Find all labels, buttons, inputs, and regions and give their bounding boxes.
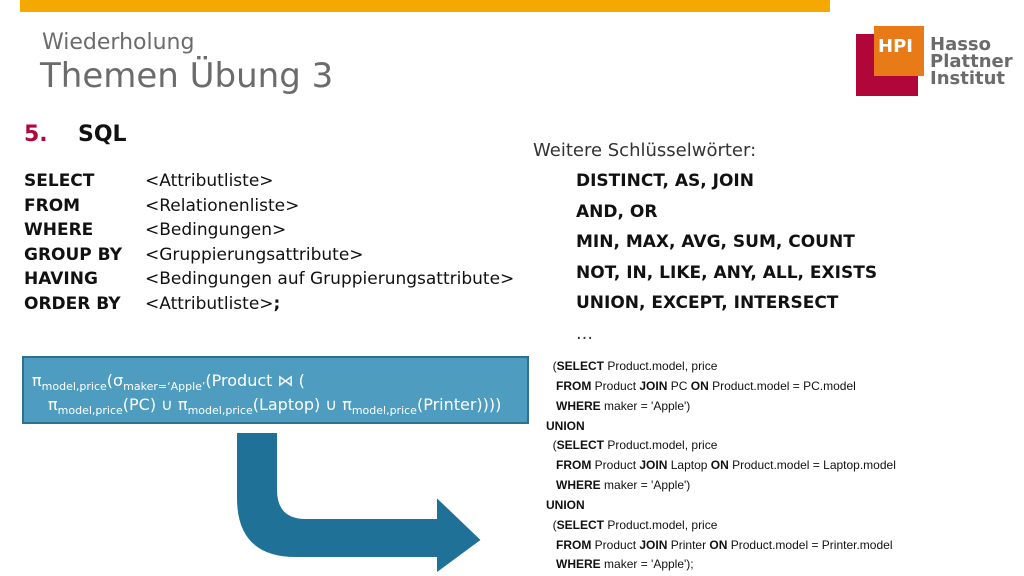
sql-indent xyxy=(546,438,553,452)
sql-text: Product xyxy=(591,537,640,552)
selection-symbol: σ xyxy=(113,371,124,390)
sql-query-example xyxy=(546,357,896,575)
sql-keyword: ON xyxy=(710,458,729,473)
sql-template xyxy=(24,169,514,316)
sql-keyword: ON xyxy=(709,537,728,552)
hpi-logo xyxy=(856,26,1016,96)
sql-indent xyxy=(546,478,556,492)
sql-keyword: WHERE xyxy=(24,220,94,240)
sql-text: Product xyxy=(591,458,640,473)
sql-keyword: WHERE xyxy=(556,557,601,572)
sql-line xyxy=(546,555,896,575)
sql-indent xyxy=(546,399,556,413)
sql-indent xyxy=(546,379,556,393)
sql-indent xyxy=(546,518,553,532)
sql-text: maker = 'Apple') xyxy=(600,398,691,413)
logo-mark: HPI xyxy=(878,36,913,57)
sql-keyword: HAVING xyxy=(24,269,98,289)
projection-symbol: π xyxy=(342,395,352,414)
sql-text: ( xyxy=(552,359,557,373)
sql-line xyxy=(546,436,896,456)
sql-template-row xyxy=(24,218,514,243)
projection-symbol: π xyxy=(48,395,58,414)
sql-keyword: WHERE xyxy=(556,398,601,413)
sql-argument: <Bedingungen auf Gruppierungsattribute> xyxy=(145,269,515,289)
sql-text: ( xyxy=(552,438,557,453)
selection-condition: maker=‘Apple’ xyxy=(123,380,206,394)
projection-attributes: model,price xyxy=(351,404,417,418)
sql-keyword: UNION xyxy=(546,497,585,512)
keyword-group: MIN, MAX, AVG, SUM, COUNT xyxy=(576,232,855,252)
sql-keyword: FROM xyxy=(24,195,81,216)
sql-line xyxy=(546,476,896,496)
sql-template-row xyxy=(24,194,514,219)
sql-argument: <Gruppierungsattribute> xyxy=(145,244,364,265)
sql-keyword: GROUP BY xyxy=(24,244,123,265)
sql-text: Printer xyxy=(667,537,710,552)
sql-indent xyxy=(546,538,556,552)
sql-line xyxy=(546,357,896,377)
sql-keyword: FROM xyxy=(556,458,592,473)
sql-terminator: ; xyxy=(273,293,281,314)
sql-line xyxy=(546,536,896,556)
sql-keyword: SELECT xyxy=(556,359,605,373)
relational-algebra-box xyxy=(22,356,529,424)
projection-symbol: π xyxy=(32,371,42,390)
logo-name xyxy=(930,36,1013,87)
sql-template-row xyxy=(24,243,514,268)
sql-text: Product.model, price xyxy=(604,359,718,373)
projection-attributes: model,price xyxy=(41,380,107,394)
sql-keyword: UNION xyxy=(546,418,585,433)
projection-attributes: model,price xyxy=(187,404,253,418)
sql-text: PC xyxy=(667,378,691,393)
sql-keyword: SELECT xyxy=(556,517,605,532)
more-keywords-title: Weitere Schlüsselwörter: xyxy=(533,140,757,161)
sql-indent xyxy=(546,557,556,571)
logo-name-line: Hasso xyxy=(930,34,992,55)
more-keywords-list xyxy=(576,169,877,352)
sql-text: Laptop xyxy=(667,458,711,473)
projection-symbol: π xyxy=(177,395,188,414)
sql-keyword: ORDER BY xyxy=(24,293,121,314)
sql-argument: <Attributliste> xyxy=(145,171,274,191)
keyword-group: UNION, EXCEPT, INTERSECT xyxy=(576,293,839,313)
keyword-group: AND, OR xyxy=(576,201,658,222)
slide-subtitle: Wiederholung xyxy=(42,30,195,55)
keyword-group: DISTINCT, AS, JOIN xyxy=(576,171,754,191)
logo-name-line: Institut xyxy=(930,68,1006,89)
sql-line xyxy=(546,516,896,536)
sql-keyword: JOIN xyxy=(639,378,668,393)
sql-line xyxy=(546,397,896,417)
sql-template-row xyxy=(24,267,514,292)
keyword-ellipsis: … xyxy=(576,323,593,344)
sql-text: maker = 'Apple'); xyxy=(600,557,694,572)
algebra-operand: (Laptop) ∪ xyxy=(252,395,343,414)
sql-argument: <Relationenliste> xyxy=(145,195,300,216)
logo-name-line: Plattner xyxy=(930,51,1013,72)
sql-template-row xyxy=(24,169,514,194)
section-title: SQL xyxy=(78,122,127,147)
algebra-line-2 xyxy=(48,395,501,417)
sql-keyword: ON xyxy=(690,378,709,393)
sql-text: Product.model, price xyxy=(604,517,718,532)
sql-keyword: FROM xyxy=(556,378,592,393)
sql-text: maker = 'Apple') xyxy=(600,478,691,493)
sql-text: Product.model = Printer.model xyxy=(727,537,893,552)
sql-keyword: JOIN xyxy=(639,537,668,552)
algebra-join-expression: (Product ⋈ ( xyxy=(205,371,305,390)
projection-attributes: model,price xyxy=(57,404,123,418)
algebra-operand: (Printer)))) xyxy=(416,395,502,414)
sql-keyword: JOIN xyxy=(639,458,668,473)
sql-line xyxy=(546,456,896,476)
curved-arrow-icon xyxy=(226,428,486,576)
sql-keyword: SELECT xyxy=(24,171,95,191)
accent-bar xyxy=(20,0,830,12)
sql-text: Product.model = PC.model xyxy=(708,378,856,393)
slide-title: Themen Übung 3 xyxy=(40,56,334,96)
sql-line xyxy=(546,496,896,516)
sql-line xyxy=(546,417,896,437)
sql-text: Product.model = Laptop.model xyxy=(728,458,896,473)
section-number: 5. xyxy=(24,122,48,147)
open-paren: ( xyxy=(106,371,114,390)
sql-argument: <Attributliste> xyxy=(145,293,274,314)
sql-argument: <Bedingungen> xyxy=(145,220,287,240)
sql-indent xyxy=(546,458,556,472)
sql-text: ( xyxy=(552,517,557,532)
sql-text: Product xyxy=(591,378,640,393)
sql-line xyxy=(546,377,896,397)
sql-keyword: SELECT xyxy=(556,438,605,453)
sql-text: Product.model, price xyxy=(604,438,718,453)
sql-keyword: FROM xyxy=(556,537,592,552)
algebra-operand: (PC) ∪ xyxy=(122,395,178,414)
sql-indent xyxy=(546,359,553,373)
algebra-line-1 xyxy=(32,371,305,393)
sql-keyword: WHERE xyxy=(556,478,601,493)
keyword-group: NOT, IN, LIKE, ANY, ALL, EXISTS xyxy=(576,262,878,283)
sql-template-row xyxy=(24,292,514,317)
